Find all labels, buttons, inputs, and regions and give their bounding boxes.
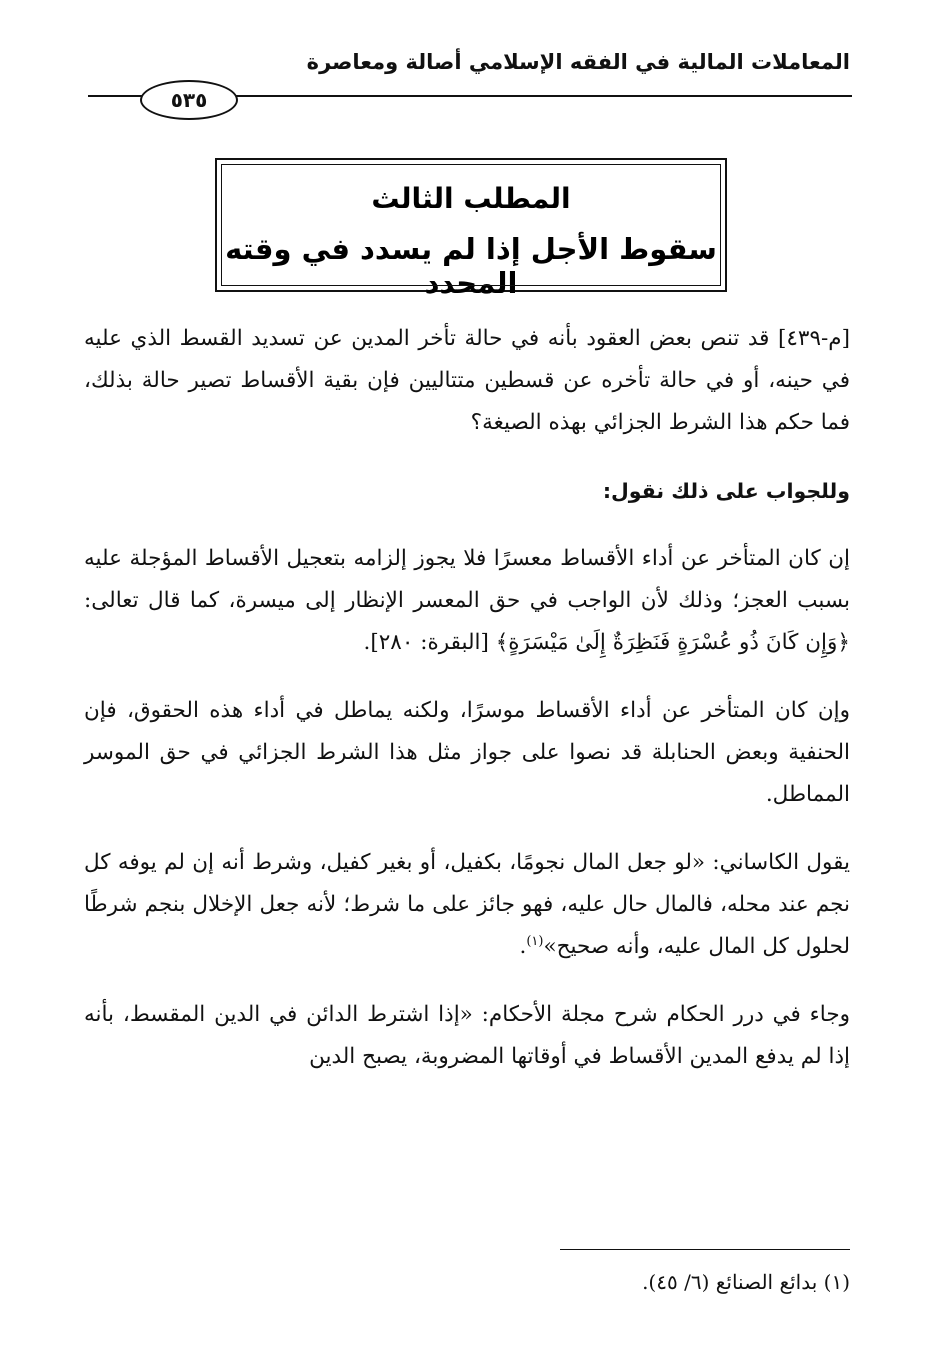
- paragraph-question: [م-٤٣٩] قد تنص بعض العقود بأنه في حالة تأخر المدين عن تسديد القسط الذي عليه في حينه، أو في حالة تأخره عن قسطين متتاليين فإن بقية الأقساط تصير حالة بذلك، فما حكم هذا الشرط الجزائي بهذه الصيغة؟: [84, 326, 850, 435]
- footnote-reference: (١): [526, 933, 544, 949]
- paragraph-kasani-quote: يقول الكاساني: «لو جعل المال نجومًا، بكفيل، أو بغير كفيل، وشرط أنه إن لم يوفه كل نجم عند محله، فالمال حال عليه، فهو جائز على ما شرط؛ لأنه جعل الإخلال بنجم شرطًا لحلول كل المال عليه، وأنه صحيح»$^{(١)}$.: [84, 850, 850, 959]
- paragraph-durar-quote: وجاء في درر الحكام شرح مجلة الأحكام: «إذا اشترط الدائن في الدين المقسط، بأنه إذا لم يدفع المدين الأقساط في أوقاتها المضروبة، يصبح الدين: [84, 1002, 850, 1069]
- footnote: (١) بدائع الصنائع (٦/ ٤٥).: [642, 1270, 850, 1294]
- body-text: [84, 318, 850, 1104]
- running-header-title: المعاملات المالية في الفقه الإسلامي أصالة ومعاصرة: [306, 50, 850, 74]
- section-heading-title: سقوط الأجل إذا لم يسدد في وقته المحدد: [225, 232, 717, 300]
- paragraph-answer-intro: وللجواب على ذلك نقول:: [602, 479, 850, 503]
- section-heading-number: المطلب الثالث: [371, 182, 571, 215]
- paragraph-solvent: وإن كان المتأخر عن أداء الأقساط موسرًا، ولكنه يماطل في أداء هذه الحقوق، فإن الحنفية وبعض الحنابلة قد نصوا على جواز مثل هذا الشرط الجزائي في حق الموسر المماطل.: [84, 698, 850, 807]
- kasani-quote-text: يقول الكاساني: «لو جعل المال نجومًا، بكفيل، أو بغير كفيل، وشرط أنه إن لم يوفه كل نجم عند محله، فالمال حال عليه، فهو جائز على ما شرط؛ لأنه جعل الإخلال بنجم شرطًا لحلول كل المال عليه، وأنه صحيح»: [84, 850, 850, 959]
- page-number: ٥٣٥: [140, 80, 238, 120]
- footnote-rule: [560, 1249, 850, 1250]
- section-title-frame: [215, 158, 727, 300]
- paragraph-insolvent: إن كان المتأخر عن أداء الأقساط معسرًا فلا يجوز إلزامه بتعجيل الأقساط المؤجلة عليه بسبب العجز؛ وذلك لأن الواجب في حق المعسر الإنظار إلى ميسرة، كما قال تعالى: ﴿وَإِن كَانَ ذُو عُسْرَةٍ فَنَظِرَةٌ إِلَىٰ مَيْسَرَةٍ﴾ [البقرة: ٢٨٠].: [84, 546, 850, 655]
